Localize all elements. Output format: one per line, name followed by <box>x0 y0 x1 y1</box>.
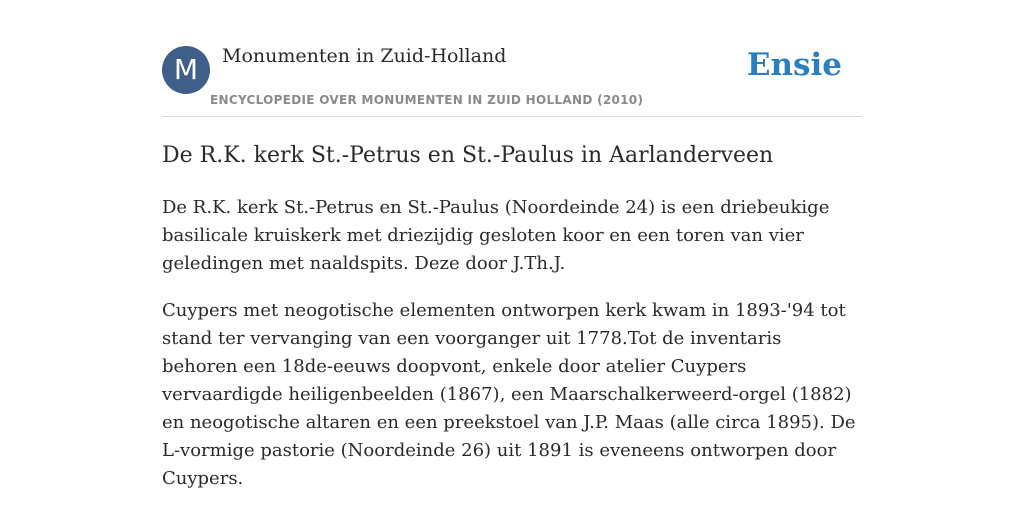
article-title: De R.K. kerk St.-Petrus en St.-Paulus in Aarlanderveen <box>162 143 774 168</box>
site-subtitle: ENCYCLOPEDIE OVER MONUMENTEN IN ZUID HOLLAND (2010) <box>210 93 644 107</box>
brand-logo[interactable]: Ensie <box>746 47 842 83</box>
paragraph-2: Cuypers met neogotische elementen ontworpen kerk kwam in 1893-'94 tot stand ter vervanging van een voorganger uit 1778.Tot de inventaris behoren een 18de-eeuws doopvont, enkele door atelier Cuypers vervaardigde heiligenbeelden (1867), een Maarschalkerweerd-orgel (1882) en neogotische altaren en een preekstoel van J.P. Maas (alle circa 1895). De L-vormige pastorie (Noordeinde 26) uit 1891 is eveneens ontworpen door Cuypers. <box>162 299 856 489</box>
paragraph-1: De R.K. kerk St.-Petrus en St.-Paulus (Noordeinde 24) is een driebeukige basilicale kruiskerk met driezijdig gesloten koor en een toren van vier geledingen met naaldspits. Deze door J.Th.J. <box>162 196 830 274</box>
site-title[interactable]: Monumenten in Zuid-Holland <box>222 45 507 67</box>
avatar[interactable]: M <box>162 46 210 94</box>
header <box>162 0 862 117</box>
card <box>162 0 862 493</box>
